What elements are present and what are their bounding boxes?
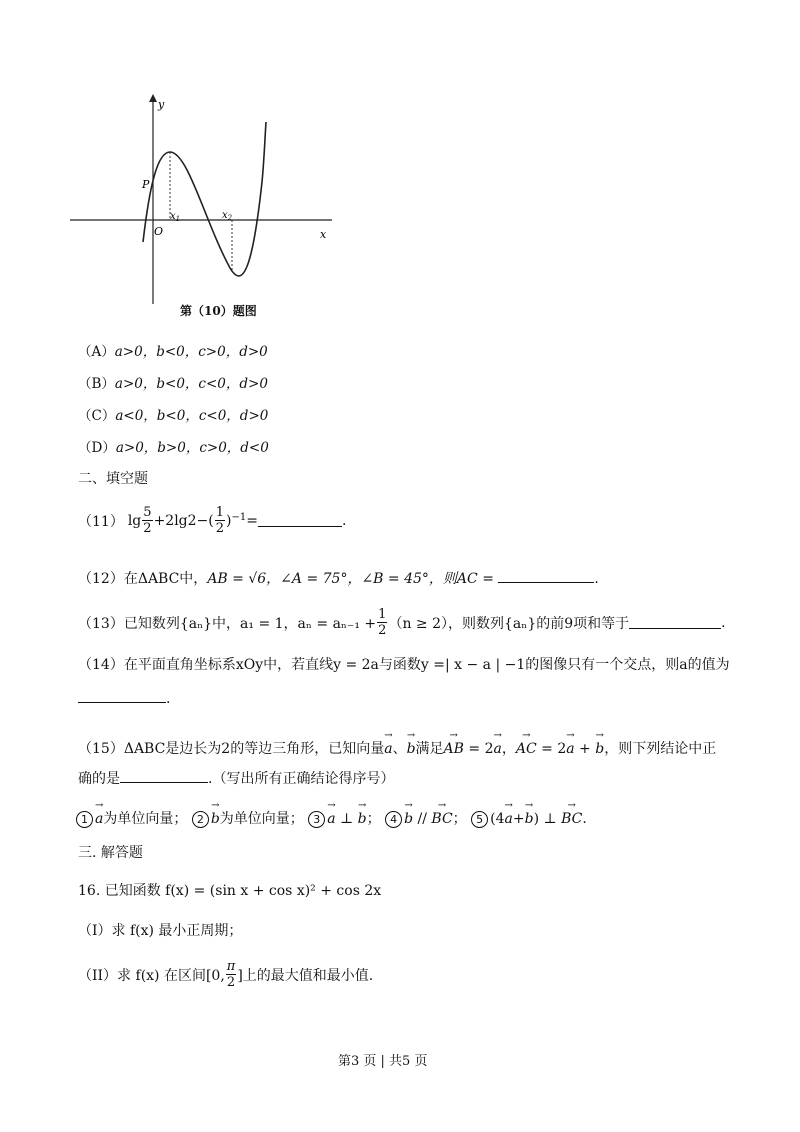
question-14: （14）在平面直角坐标系xOy中，若直线y = 2a与函数y =| x − a | −1的图像只有一个交点，则a的值为 — [78, 657, 730, 673]
point-p-label: P — [142, 178, 150, 191]
question-16-intro: 16. 已知函数 f(x) = (sin x + cos x)² + cos 2x — [78, 883, 382, 899]
answer-blank-15[interactable] — [120, 770, 208, 783]
x1-label: $x_1$ — [170, 211, 181, 223]
section-2-heading: 二、填空题 — [78, 471, 148, 487]
section-3-heading: 三. 解答题 — [78, 845, 143, 861]
answer-blank-12[interactable] — [498, 570, 594, 583]
question-15: （15）ΔABC是边长为2的等边三角形，已知向量→ a、→ b满足→ AB = 2→ a，→ AC = 2→ a + → b，则下列结论中正 — [78, 738, 716, 758]
question-16-part-1: （I）求 f(x) 最小正周期； — [78, 923, 243, 939]
page-footer: 第3 页 | 共5 页 — [338, 1054, 428, 1069]
y-axis-arrow — [149, 94, 157, 102]
question-16-part-2: （II）求 f(x) 在区间[0, $\frac{\pi}{2}$ ]上的最大值和最小值. — [78, 959, 374, 990]
figure-caption: 第（10）题图 — [180, 304, 257, 318]
question-12: （12）在ΔABC中，AB = √6，∠A = 75°，∠B = 45°，则AC = . — [78, 571, 599, 587]
q10-option-a[interactable]: （A）a>0，b<0，c>0，d>0 — [78, 344, 268, 360]
q11-fraction-2: $\frac{1}{2}$ — [215, 505, 225, 536]
answer-blank-11[interactable] — [258, 514, 342, 527]
q13-fraction: $\frac{1}{2}$ — [378, 607, 387, 638]
cubic-function-graph — [70, 92, 340, 330]
question-14-answer-line: . — [78, 690, 170, 707]
q11-fraction-1: $\frac{5}{2}$ — [143, 505, 152, 536]
circled-number-2: 2 — [192, 811, 209, 828]
circled-number-3: 3 — [308, 811, 325, 828]
circled-number-1: 1 — [76, 811, 93, 828]
origin-label: O — [154, 225, 164, 238]
question-15-line-2: 确的是 .（写出所有正确结论得序号） — [78, 771, 395, 787]
q10-option-d[interactable]: （D）a>0，b>0，c>0，d<0 — [78, 440, 269, 456]
x2-label: $x_2$ — [222, 210, 233, 222]
answer-blank-13[interactable] — [629, 616, 721, 629]
circled-number-4: 4 — [385, 811, 402, 828]
question-13: （13） 已知数列{aₙ}中，a₁ = 1，aₙ = aₙ₋₁ + $\frac{1}{2}$ （n ≥ 2），则数列{aₙ}的前9项和等于 . — [78, 607, 726, 638]
axis-x-label: x — [320, 228, 327, 241]
axis-y-label: y — [158, 98, 165, 111]
answer-blank-14[interactable] — [78, 690, 166, 703]
q10-option-b[interactable]: （B）a>0，b<0，c<0，d>0 — [78, 376, 268, 392]
curve — [143, 122, 266, 276]
question-11: （11） lg $\frac{5}{2}$ +2lg2−( $\frac{1}{2}$ ) $^{-1}$ = . — [78, 505, 347, 536]
q10-figure — [70, 92, 340, 330]
q16-fraction: $\frac{\pi}{2}$ — [226, 959, 236, 990]
question-15-statements: 1→ a为单位向量； 2→ b为单位向量； 3→ a ⊥ → b； 4→ b // → BC； 5 (4→ a+→ b) ⊥ → BC. — [76, 808, 587, 828]
circled-number-5: 5 — [471, 811, 488, 828]
q10-option-c[interactable]: （C）a<0，b<0，c<0，d>0 — [78, 408, 269, 424]
